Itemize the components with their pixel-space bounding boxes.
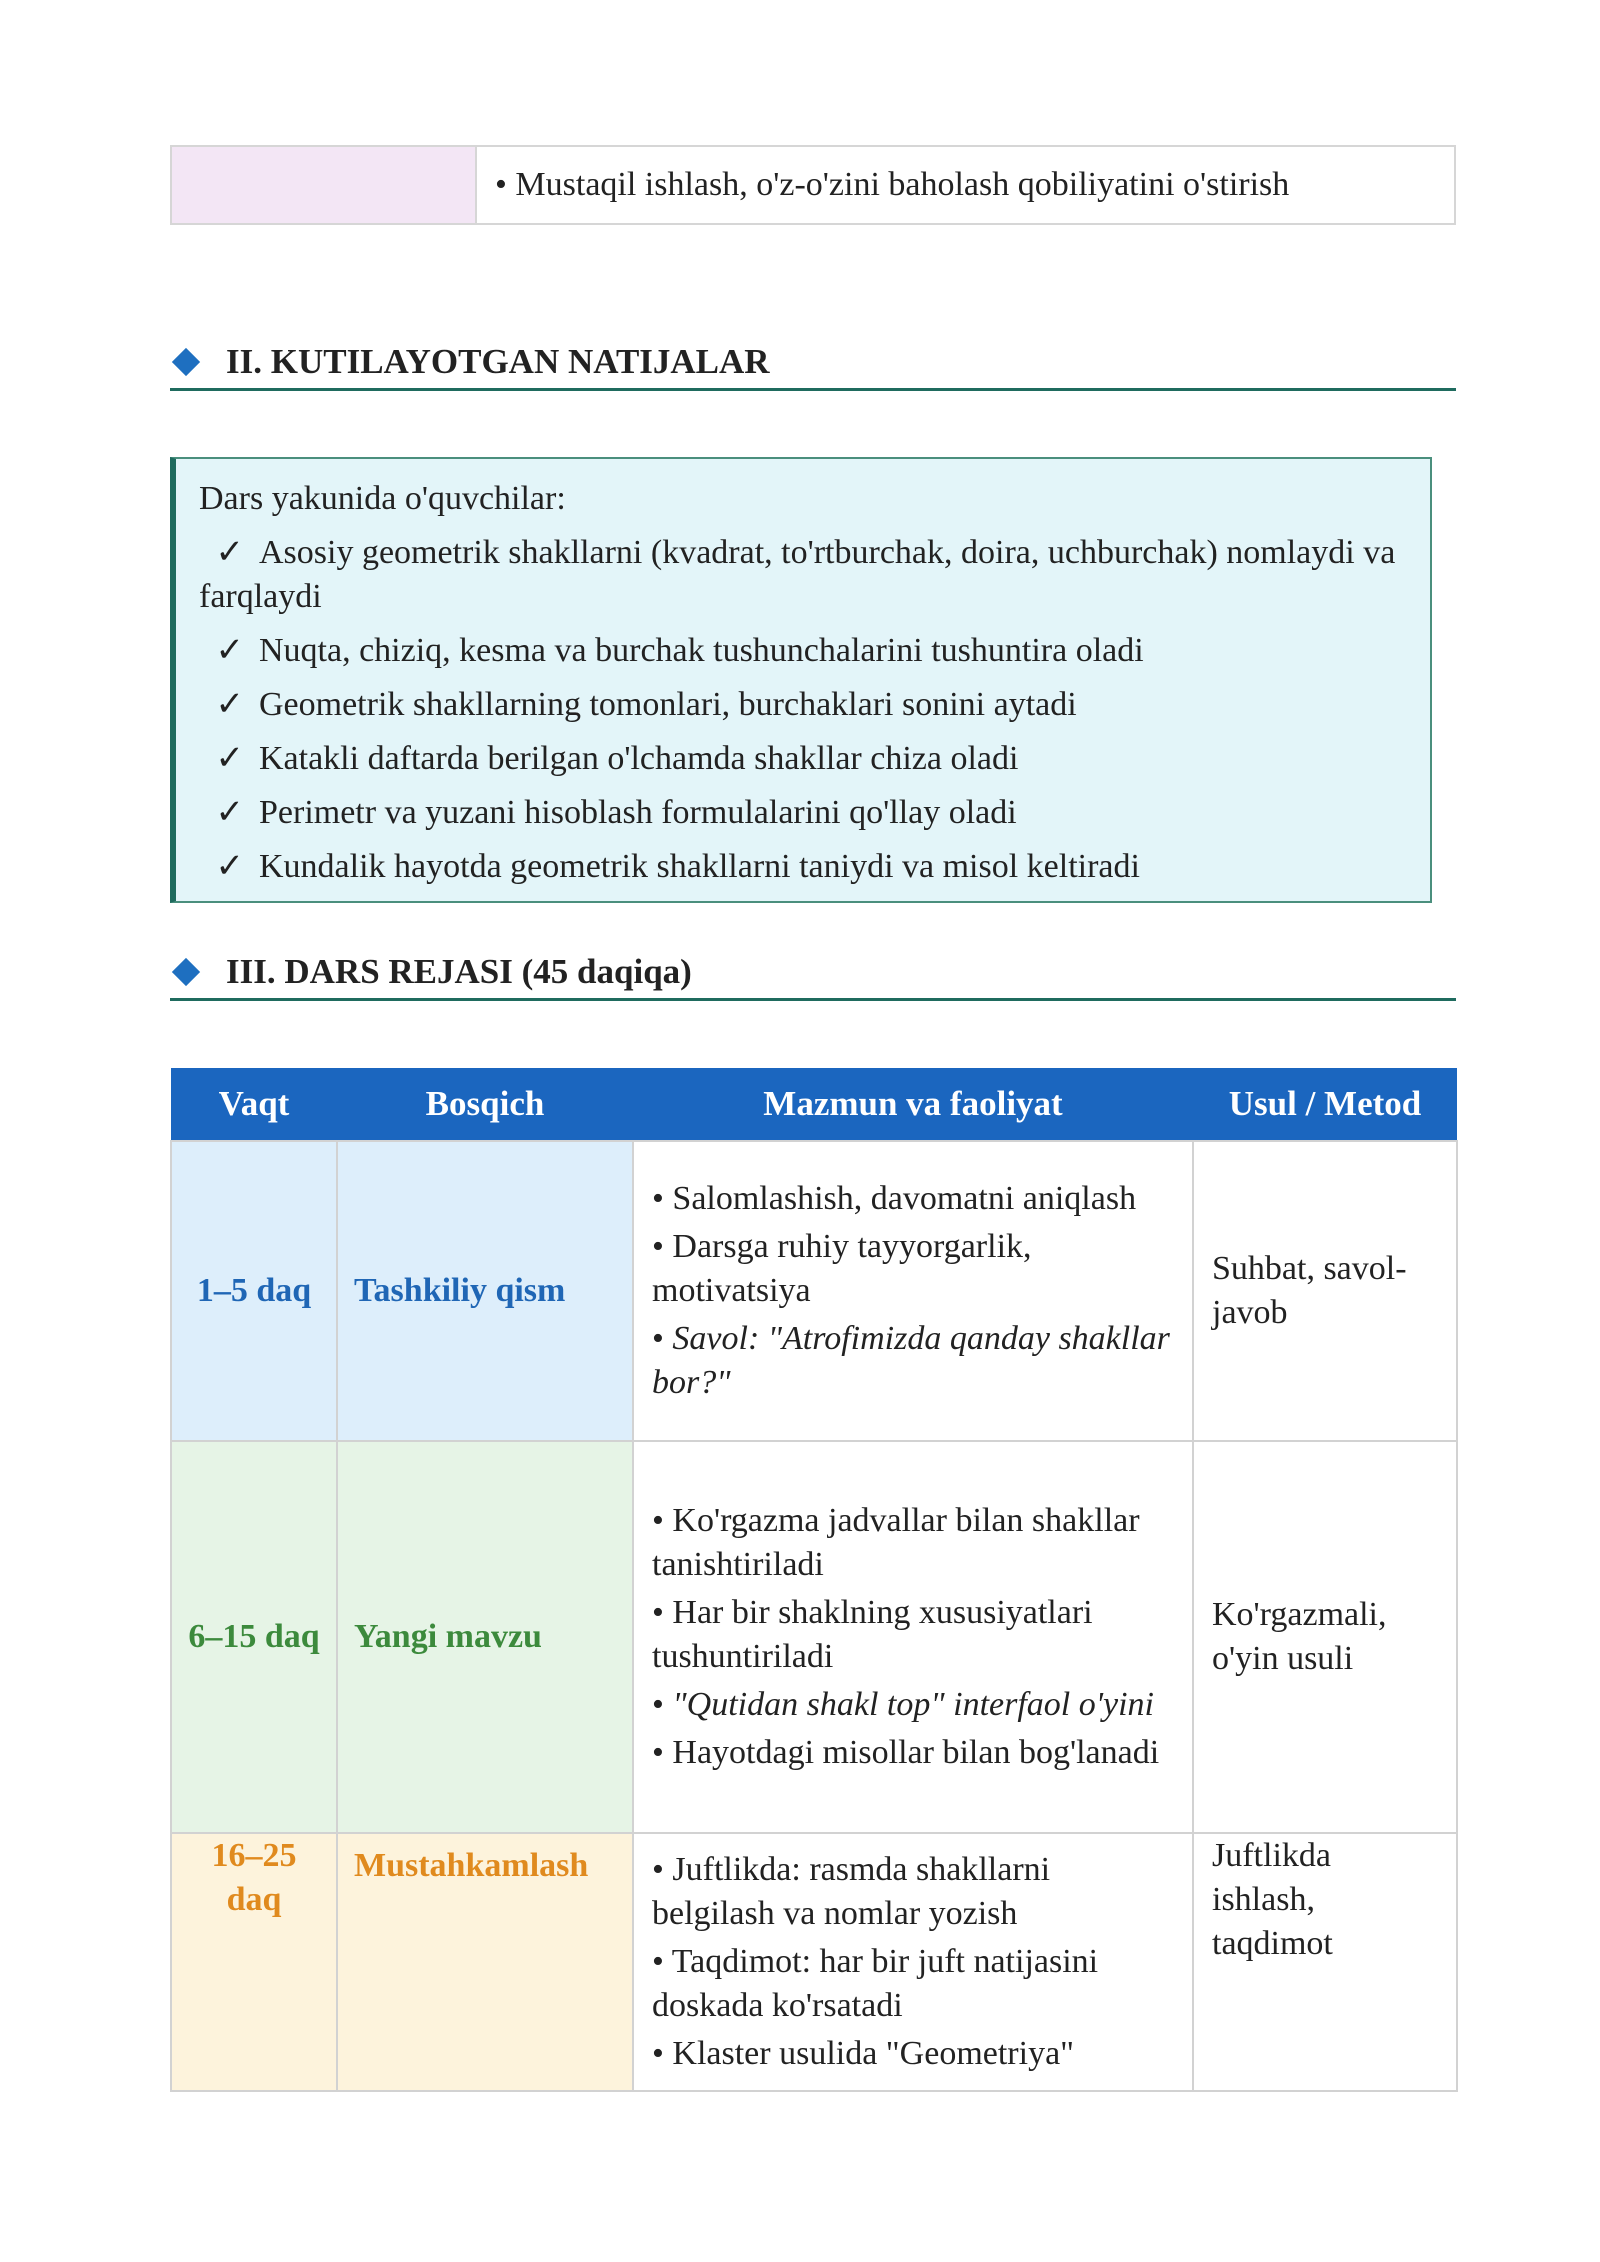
content-line: • Hayotdagi misollar bilan bog'lanadi xyxy=(652,1734,1160,1771)
diamond-bullet-icon xyxy=(172,347,200,375)
time-cell: 1–5 daq xyxy=(171,1141,337,1441)
result-item: ✓ Asosiy geometrik shakllarni (kvadrat, to'rtburchak, doira, uchburchak) nomlaydi va farqlaydi xyxy=(199,531,1408,619)
results-intro: Dars yakunida o'quvchilar: xyxy=(199,480,566,517)
checkmark-icon: ✓ xyxy=(215,632,244,669)
expected-results-box xyxy=(170,457,1432,903)
content-line: • Juftlikda: rasmda shakllarni belgilash va nomlar yozish xyxy=(652,1851,1051,1932)
section-title: III. DARS REJASI (45 daqiqa) xyxy=(226,951,692,991)
content-line: • Taqdimot: har bir juft natijasini doskada ko'rsatadi xyxy=(652,1943,1099,2024)
content-cell xyxy=(633,1441,1193,1833)
table-header-row xyxy=(171,1068,1457,1141)
header-stage: Bosqich xyxy=(337,1068,633,1141)
checkmark-icon: ✓ xyxy=(215,740,244,777)
time-cell: 16–25 daq xyxy=(171,1833,337,2091)
stage-cell: Yangi mavzu xyxy=(337,1441,633,1833)
header-method: Usul / Metod xyxy=(1193,1068,1457,1141)
stage-cell: Tashkiliy qism xyxy=(337,1141,633,1441)
checkmark-icon: ✓ xyxy=(215,848,244,885)
objectives-continuation-row xyxy=(170,145,1456,225)
objective-item: • Mustaqil ishlash, o'z-o'zini baholash qobiliyatini o'stirish xyxy=(495,166,1290,203)
content-line: • "Qutidan shakl top" interfaol o'yini xyxy=(652,1686,1154,1723)
table-row xyxy=(171,1833,1457,2091)
method-cell: Ko'rgazmali, o'yin usuli xyxy=(1193,1441,1457,1833)
header-time: Vaqt xyxy=(171,1068,337,1141)
objectives-label-cell xyxy=(172,147,477,223)
method-cell: Juftlikda ishlash, taqdimot xyxy=(1193,1833,1457,2091)
result-item: ✓ Nuqta, chiziq, kesma va burchak tushunchalarini tushuntira oladi xyxy=(199,629,1408,673)
stage-cell: Mustahkamlash xyxy=(337,1833,633,2091)
header-content: Mazmun va faoliyat xyxy=(633,1068,1193,1141)
section-heading-expected-results xyxy=(170,335,1456,391)
content-cell xyxy=(633,1833,1193,2091)
content-line: • Savol: "Atrofimizda qanday shakllar bor?" xyxy=(652,1320,1170,1401)
result-item: ✓ Geometrik shakllarning tomonlari, burchaklari sonini aytadi xyxy=(199,683,1408,727)
time-cell: 6–15 daq xyxy=(171,1441,337,1833)
result-item: ✓ Katakli daftarda berilgan o'lchamda shakllar chiza oladi xyxy=(199,737,1408,781)
section-heading-lesson-plan xyxy=(170,945,1456,1001)
content-line: • Darsga ruhiy tayyorgarlik, motivatsiya xyxy=(652,1228,1032,1309)
method-cell: Suhbat, savol-javob xyxy=(1193,1141,1457,1441)
content-line: • Ko'rgazma jadvallar bilan shakllar tanishtiriladi xyxy=(652,1502,1140,1583)
content-line: • Salomlashish, davomatni aniqlash xyxy=(652,1180,1137,1217)
result-item: ✓ Perimetr va yuzani hisoblash formulalarini qo'llay oladi xyxy=(199,791,1408,835)
table-row xyxy=(171,1441,1457,1833)
section-title: II. KUTILAYOTGAN NATIJALAR xyxy=(226,341,770,381)
diamond-bullet-icon xyxy=(172,957,200,985)
table-row xyxy=(171,1141,1457,1441)
checkmark-icon: ✓ xyxy=(215,534,244,571)
result-item: ✓ Kundalik hayotda geometrik shakllarni taniydi va misol keltiradi xyxy=(199,845,1408,889)
content-line: • Klaster usulida "Geometriya" xyxy=(652,2035,1075,2072)
checkmark-icon: ✓ xyxy=(215,686,244,723)
content-cell xyxy=(633,1141,1193,1441)
lesson-plan-table xyxy=(170,1068,1458,2092)
content-line: • Har bir shaklning xususiyatlari tushuntiriladi xyxy=(652,1594,1093,1675)
checkmark-icon: ✓ xyxy=(215,794,244,831)
